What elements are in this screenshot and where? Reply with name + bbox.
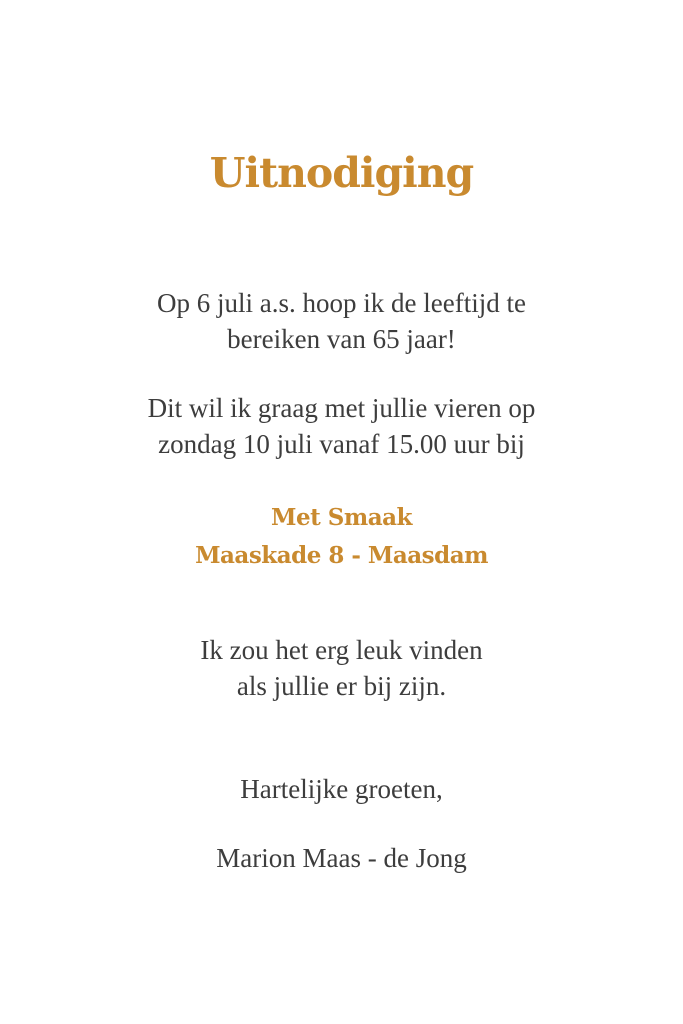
- closing-line: als jullie er bij zijn.: [236, 671, 447, 701]
- closing-line: Ik zou het erg leuk vinden: [200, 635, 483, 665]
- greeting-line: Hartelijke groeten,: [240, 774, 443, 804]
- signature-text: [0, 840, 683, 876]
- celebrate-line: Dit wil ik graag met jullie vieren op: [147, 393, 536, 423]
- invitation-title: Uitnodiging: [209, 149, 474, 197]
- greeting-text: [0, 771, 683, 807]
- celebrate-paragraph: [0, 390, 683, 462]
- intro-line: bereiken van 65 jaar!: [227, 324, 456, 354]
- venue-name: Met Smaak: [271, 504, 412, 531]
- celebrate-line: zondag 10 juli vanaf 15.00 uur bij: [158, 429, 525, 459]
- venue-block: [0, 499, 683, 575]
- signature-line: Marion Maas - de Jong: [216, 843, 467, 873]
- intro-paragraph: [0, 285, 683, 357]
- closing-paragraph: [0, 632, 683, 704]
- venue-address: Maaskade 8 - Maasdam: [195, 542, 488, 569]
- intro-line: Op 6 juli a.s. hoop ik de leeftijd te: [157, 288, 526, 318]
